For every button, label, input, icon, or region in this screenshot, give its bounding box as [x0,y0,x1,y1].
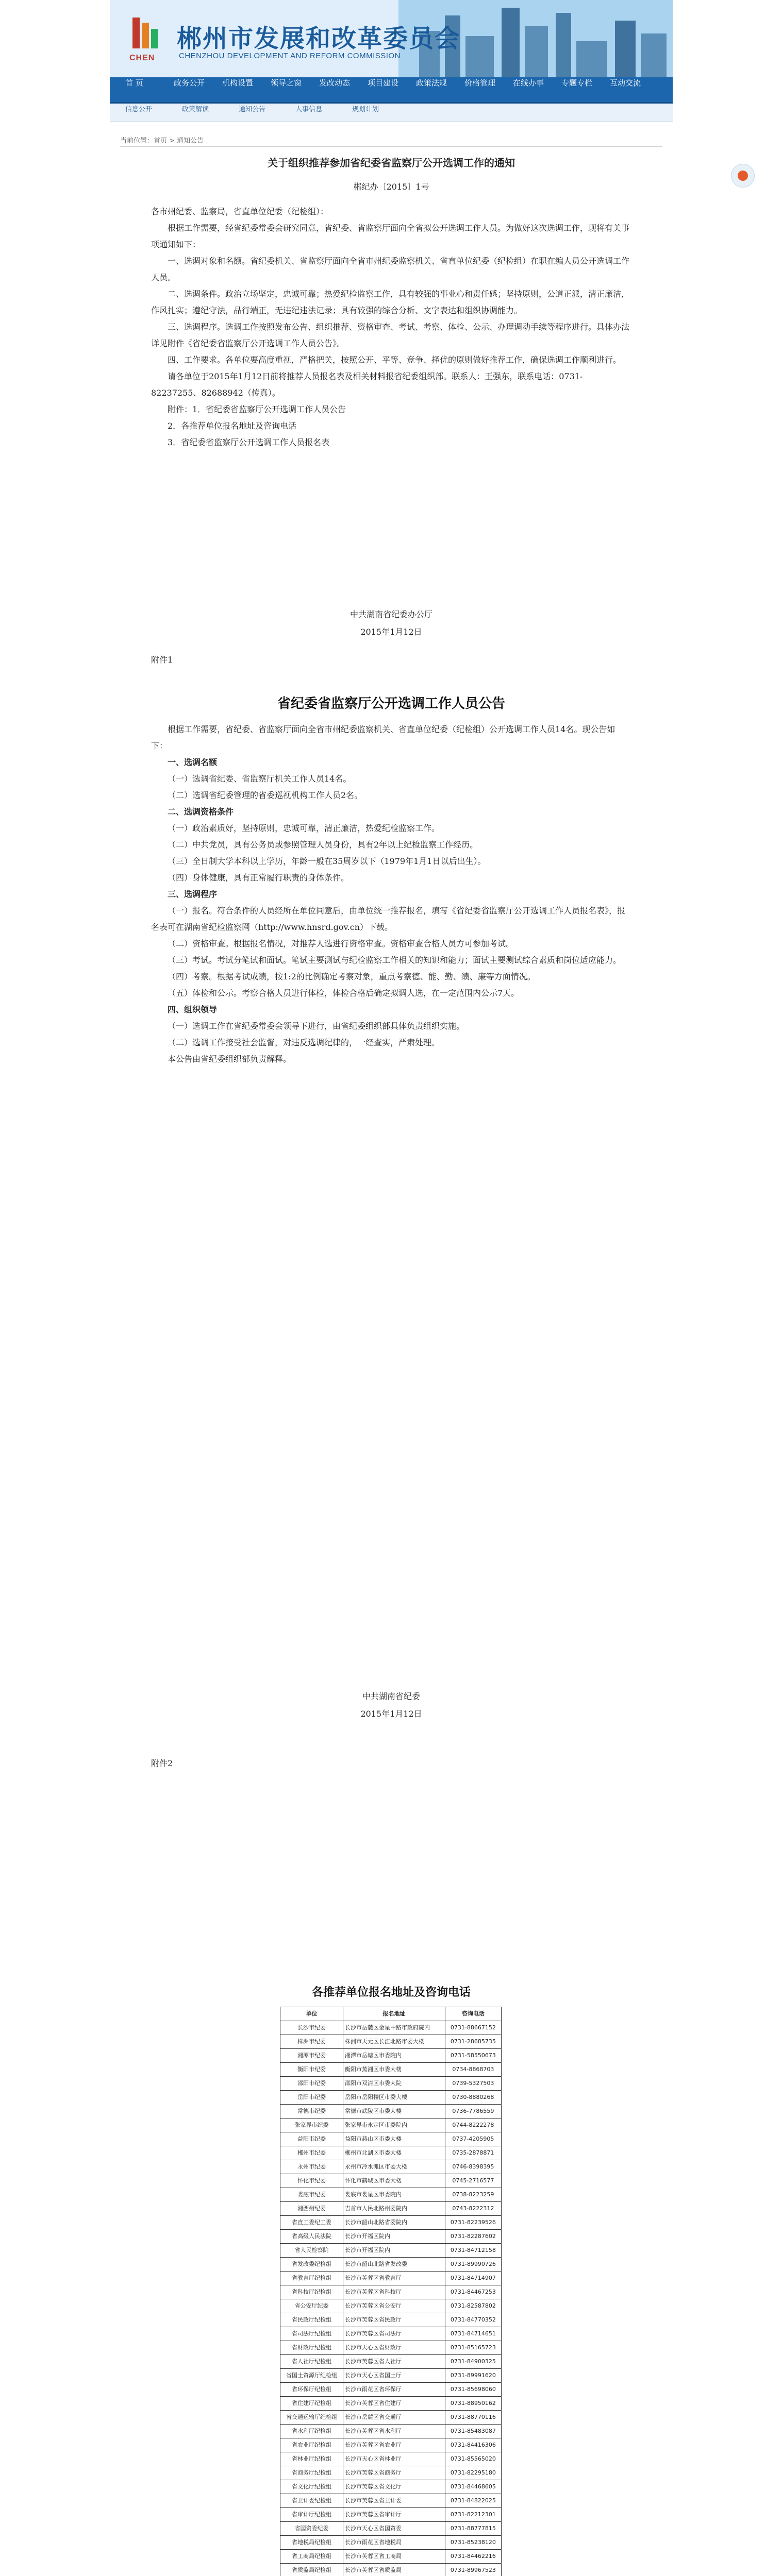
site-logo-icon [129,15,160,52]
table-row [280,2355,502,2369]
table-row [280,2035,502,2049]
annex-1-date: 2015年1月12日 [360,1709,422,1719]
table-cell: 0744-8222278 [445,2119,501,2132]
section-heading: 三、选调程序 [168,889,218,899]
table-cell: 0731-88770116 [445,2411,501,2425]
table-row [280,2466,502,2480]
share-button[interactable] [731,164,755,188]
table-row [280,2132,502,2146]
table-cell: 长沙市开福区院内 [343,2244,445,2258]
table-cell: 长沙市芙蓉区省司法厅 [343,2327,445,2341]
table-row [280,2188,502,2202]
table-row [280,2146,502,2160]
table-cell: 常德市纪委 [280,2105,343,2119]
table-cell: 省文化厅纪检组 [280,2480,343,2494]
nav-item[interactable]: 项目建设 [368,78,399,88]
table-row [280,2160,502,2174]
table-cell: 怀化市鹤城区市委大楼 [343,2174,445,2188]
table-cell: 0731-58550673 [445,2049,501,2063]
table-cell: 0736-7786559 [445,2105,501,2119]
table-cell: 省人社厅纪检组 [280,2355,343,2369]
table-cell: 常德市武陵区市委大楼 [343,2105,445,2119]
table-cell: 省审计厅纪检组 [280,2508,343,2522]
table-cell: 0731-89990726 [445,2258,501,2272]
table-cell: 省国资委纪委 [280,2522,343,2536]
table-cell: 省水利厅纪检组 [280,2425,343,2438]
table-row [280,2258,502,2272]
table-cell: 邵阳市纪委 [280,2077,343,2091]
table-cell: 0731-84462216 [445,2550,501,2564]
table-header: 单位 [280,2007,343,2021]
section-line: （四）身体健康，具有正常履行职责的身体条件。 [168,873,350,883]
section-line: （二）选调省纪委管理的省委巡视机构工作人员2名。 [168,790,363,800]
table-cell: 长沙市岳麓区省交通厅 [343,2411,445,2425]
article-paragraph: 2．各推荐单位报名地址及咨询电话 [168,421,297,431]
table-cell: 省住建厅纪检组 [280,2397,343,2411]
table-cell: 0731-82295180 [445,2466,501,2480]
table-row [280,2299,502,2313]
section-heading: 一、选调名额 [168,757,218,767]
subnav-item[interactable]: 人事信息 [295,106,323,113]
table-row [280,2522,502,2536]
table-cell: 衡阳市纪委 [280,2063,343,2077]
table-cell: 省直工委纪工委 [280,2216,343,2230]
subnav-item[interactable]: 通知公告 [239,106,266,113]
table-cell: 长沙市芙蓉区省住建厅 [343,2397,445,2411]
table-cell: 长沙市雨花区省地税局 [343,2536,445,2550]
article-date: 2015年1月12日 [360,627,422,637]
table-cell: 长沙市芙蓉区省水利厅 [343,2425,445,2438]
section-line: （三）考试。考试分笔试和面试。笔试主要测试与纪检监察工作相关的知识和能力；面试主要测试综合素质和岗位适应能力。 [168,955,622,965]
table-cell: 省人民检察院 [280,2244,343,2258]
table-cell: 0731-84714651 [445,2327,501,2341]
table-row [280,2272,502,2285]
subnav-item[interactable]: 规划计划 [352,106,379,113]
annex-1-body [151,721,631,1067]
table-row [280,2383,502,2397]
nav-item[interactable]: 政务公开 [174,78,205,88]
section-heading: 二、选调资格条件 [168,807,234,817]
table-cell: 省高级人民法院 [280,2230,343,2244]
site-header [110,0,673,77]
table-row [280,2119,502,2132]
table-cell: 0745-2716577 [445,2174,501,2188]
table-cell: 0731-84467253 [445,2285,501,2299]
nav-item[interactable]: 发改动态 [319,78,351,88]
table-cell: 0731-89991620 [445,2369,501,2383]
table-cell: 0731-85483087 [445,2425,501,2438]
table-cell: 岳阳市岳阳楼区市委大楼 [343,2091,445,2105]
table-row [280,2244,502,2258]
section-line: （二）选调工作接受社会监督，对违反选调纪律的，一经查实，严肃处理。 [168,1038,440,1047]
table-cell: 长沙市开福区院内 [343,2230,445,2244]
annex-1-intro: 根据工作需要，省纪委、省监察厅面向全省市州纪委监察机关、省直单位纪委（纪检组）公开选调工作人员14名。现公告如下： [151,724,615,751]
nav-item[interactable]: 专题专栏 [561,78,593,88]
table-cell: 岳阳市纪委 [280,2091,343,2105]
table-cell: 湘西州纪委 [280,2202,343,2216]
table-cell: 省财政厅纪检组 [280,2341,343,2355]
table-cell: 0731-84416306 [445,2438,501,2452]
table-row [280,2550,502,2564]
table-cell: 0746-8398395 [445,2160,501,2174]
table-cell: 省司法厅纪检组 [280,2327,343,2341]
table-cell: 长沙市芙蓉区省商务厅 [343,2466,445,2480]
table-cell: 省科技厅纪检组 [280,2285,343,2299]
annex-1-closing: 本公告由省纪委组织部负责解释。 [168,1054,292,1064]
table-row [280,2369,502,2383]
annex-1-signature: 中共湖南省纪委 [362,1691,420,1701]
table-cell: 0731-85565020 [445,2452,501,2466]
table-cell: 长沙市芙蓉区省卫计委 [343,2494,445,2508]
table-row [280,2174,502,2188]
table-cell: 长沙市韶山北路省委院内 [343,2216,445,2230]
table-cell: 省公安厅纪委 [280,2299,343,2313]
nav-item[interactable]: 首 页 [125,78,143,88]
table-row [280,2480,502,2494]
table-cell: 省地税局纪检组 [280,2536,343,2550]
table-row [280,2021,502,2035]
table-cell: 0731-82287602 [445,2230,501,2244]
table-cell: 0739-5327503 [445,2077,501,2091]
table-cell: 娄底市纪委 [280,2188,343,2202]
table-cell: 省发改委纪检组 [280,2258,343,2272]
table-cell: 郴州市纪委 [280,2146,343,2160]
table-cell: 0731-88777815 [445,2522,501,2536]
table-row [280,2425,502,2438]
section-line: （三）全日制大学本科以上学历，年龄一般在35周岁以下（1979年1月1日以后出生）。 [168,856,486,866]
article-paragraph: 3．省纪委省监察厅公开选调工作人员报名表 [168,437,330,447]
section-line: （一）政治素质好，坚持原则，忠诚可靠，清正廉洁，热爱纪检监察工作。 [168,823,440,833]
table-row [280,2285,502,2299]
table-cell: 张家界市永定区市委院内 [343,2119,445,2132]
table-cell: 0731-89967523 [445,2564,501,2576]
page [110,0,673,2576]
article-paragraph: 根据工作需要，经省纪委常委会研究同意，省纪委、省监察厅面向全省拟公开选调工作人员。为做好这次选调工作，现将有关事项通知如下： [151,223,630,249]
table-cell: 0731-84714907 [445,2272,501,2285]
section-line: （五）体检和公示。考察合格人员进行体检，体检合格后确定拟调人选，在一定范围内公示7天。 [168,988,520,998]
main-nav [110,77,673,104]
table-cell: 0731-85165723 [445,2341,501,2355]
table-cell: 衡阳市蒸湘区市委大楼 [343,2063,445,2077]
section-line: （四）考察。根据考试成绩，按1:2的比例确定考察对象，重点考察德、能、勤、绩、廉等方面情况。 [168,972,536,981]
table-cell: 长沙市纪委 [280,2021,343,2035]
article-paragraph: 一、选调对象和名额。省纪委机关、省监察厅面向全省市州纪委监察机关、省直单位纪委（纪检组）在职在编人员公开选调工作人员。 [151,256,630,282]
table-row [280,2202,502,2216]
nav-item[interactable]: 领导之窗 [271,78,302,88]
article-paragraph: 附件：1．省纪委省监察厅公开选调工作人员公告 [168,404,346,414]
table-cell: 0731-84900325 [445,2355,501,2369]
table-cell: 湘潭市纪委 [280,2049,343,2063]
table-row [280,2049,502,2063]
table-header: 咨询电话 [445,2007,501,2021]
section-line: （一）选调省纪委、省监察厅机关工作人员14名。 [168,774,352,784]
table-cell: 吉首市人民北路州委院内 [343,2202,445,2216]
contact-table [280,2007,502,2576]
table-row [280,2536,502,2550]
subnav-item[interactable]: 信息公开 [125,106,153,113]
table-cell: 省商务厅纪检组 [280,2466,343,2480]
table-cell: 0743-8222312 [445,2202,501,2216]
nav-item[interactable]: 价格管理 [464,78,496,88]
table-cell: 长沙市芙蓉区省农业厅 [343,2438,445,2452]
table-cell: 0731-84468605 [445,2480,501,2494]
table-cell: 0731-84770352 [445,2313,501,2327]
table-cell: 省林业厅纪检组 [280,2452,343,2466]
table-cell: 省国土资源厅纪检组 [280,2369,343,2383]
table-cell: 0737-4205905 [445,2132,501,2146]
table-cell: 株洲市天元区长江北路市委大楼 [343,2035,445,2049]
article-signature: 中共湖南省纪委办公厅 [350,609,432,619]
table-cell: 省工商局纪检组 [280,2550,343,2564]
table-cell: 长沙市芙蓉区省质监局 [343,2564,445,2576]
table-row [280,2508,502,2522]
annex-1-label: 附件1 [151,655,173,665]
table-row [280,2091,502,2105]
annex-2-label: 附件2 [151,1758,173,1768]
table-cell: 0731-84822025 [445,2494,501,2508]
section-line: （一）选调工作在省纪委常委会领导下进行，由省纪委组织部具体负责组织实施。 [168,1021,465,1031]
table-cell: 0735-2878871 [445,2146,501,2160]
table-cell: 怀化市纪委 [280,2174,343,2188]
article-body [151,204,631,451]
section-heading: 四、组织领导 [168,1005,218,1014]
sub-nav [110,104,673,122]
table-cell: 长沙市芙蓉区省审计厅 [343,2508,445,2522]
section-line: （一）报名。符合条件的人员经所在单位同意后，由单位统一推荐报名，填写《省纪委省监察厅公开选调工作人员报名表》，报名表可在湖南省纪检监察网（http://www.hnsrd.gov.cn）下载。 [151,906,626,932]
table-cell: 长沙市芙蓉区省科技厅 [343,2285,445,2299]
table-cell: 长沙市芙蓉区省文化厅 [343,2480,445,2494]
table-cell: 邵阳市双清区市委大院 [343,2077,445,2091]
divider [120,146,662,147]
table-row [280,2313,502,2327]
table-header: 报名地址 [343,2007,445,2021]
table-cell: 0738-8223259 [445,2188,501,2202]
logo-text: CHEN [129,54,155,62]
table-cell: 0731-82239526 [445,2216,501,2230]
nav-item[interactable]: 互动交流 [610,78,641,88]
table-cell: 0731-85238120 [445,2536,501,2550]
table-row [280,2564,502,2576]
table-cell: 0731-28685735 [445,2035,501,2049]
nav-item[interactable]: 在线办事 [513,78,544,88]
article-paragraph: 四、工作要求。各单位要高度重视，严格把关，按照公开、平等、竞争、择优的原则做好推荐工作，确保选调工作顺利进行。 [168,355,622,365]
table-cell: 湘潭市岳塘区市委院内 [343,2049,445,2063]
table-cell: 长沙市天心区省国土厅 [343,2369,445,2383]
annex-2-title: 各推荐单位报名地址及咨询电话 [311,1986,471,1999]
table-row [280,2105,502,2119]
table-row [280,2397,502,2411]
table-cell: 0734-8868703 [445,2063,501,2077]
table-cell: 省质监局纪检组 [280,2564,343,2576]
table-row [280,2063,502,2077]
table-cell: 省环保厅纪检组 [280,2383,343,2397]
table-cell: 0730-8880268 [445,2091,501,2105]
table-row [280,2230,502,2244]
section-line: （二）资格审查。根据报名情况，对推荐人选进行资格审查。资格审查合格人员方可参加考试。 [168,939,514,948]
table-cell: 0731-85698060 [445,2383,501,2397]
table-row [280,2452,502,2466]
table-cell: 益阳市赫山区市委大楼 [343,2132,445,2146]
table-cell: 省民政厅纪检组 [280,2313,343,2327]
site-title: 郴州市发展和改革委员会 [177,24,461,53]
table-cell: 省交通运输厅纪检组 [280,2411,343,2425]
document-number: 郴纪办〔2015〕1号 [353,182,429,192]
table-cell: 长沙市芙蓉区省教育厅 [343,2272,445,2285]
nav-item[interactable]: 机构设置 [222,78,254,88]
section-line: （二）中共党员，具有公务员或参照管理人员身份，具有2年以上纪检监察工作经历。 [168,840,478,850]
table-cell: 省卫计委纪检组 [280,2494,343,2508]
table-row [280,2341,502,2355]
table-cell: 长沙市雨花区省环保厅 [343,2383,445,2397]
annex-1-title: 省纪委省监察厅公开选调工作人员公告 [277,696,505,711]
article-paragraph: 三、选调程序。选调工作按照发布公告、组织推荐、资格审查、考试、考察、体检、公示、办理调动手续等程序进行。具体办法详见附件《省纪委省监察厅公开选调工作人员公告》。 [151,322,630,348]
table-cell: 0731-88950162 [445,2397,501,2411]
table-cell: 长沙市芙蓉区省民政厅 [343,2313,445,2327]
table-cell: 永州市纪委 [280,2160,343,2174]
breadcrumb[interactable]: 当前位置：首页 > 通知公告 [120,137,204,145]
table-cell: 0731-88667152 [445,2021,501,2035]
table-cell: 省教育厅纪检组 [280,2272,343,2285]
table-cell: 长沙市天心区省林业厅 [343,2452,445,2466]
table-cell: 长沙市岳麓区金星中路市政府院内 [343,2021,445,2035]
table-row [280,2494,502,2508]
table-row [280,2327,502,2341]
table-cell: 0731-82587802 [445,2299,501,2313]
article-title: 关于组织推荐参加省纪委省监察厅公开选调工作的通知 [268,157,515,169]
table-cell: 省农业厅纪检组 [280,2438,343,2452]
table-row [280,2411,502,2425]
table-cell: 娄底市娄星区市委院内 [343,2188,445,2202]
table-cell: 郴州市北湖区市委大楼 [343,2146,445,2160]
table-cell: 长沙市芙蓉区省人社厅 [343,2355,445,2369]
table-cell: 益阳市纪委 [280,2132,343,2146]
table-row [280,2077,502,2091]
table-row [280,2438,502,2452]
subnav-item[interactable]: 政策解读 [182,106,209,113]
share-icon [738,171,748,181]
site-subtitle: CHENZHOU DEVELOPMENT AND REFORM COMMISSION [179,52,401,60]
table-cell: 长沙市芙蓉区省公安厅 [343,2299,445,2313]
table-cell: 0731-84712158 [445,2244,501,2258]
table-cell: 长沙市韶山北路省发改委 [343,2258,445,2272]
table-cell: 株洲市纪委 [280,2035,343,2049]
table-cell: 永州市冷水滩区市委大楼 [343,2160,445,2174]
table-cell: 长沙市天心区省财政厅 [343,2341,445,2355]
article-paragraph: 二、选调条件。政治立场坚定，忠诚可靠；热爱纪检监察工作，具有较强的事业心和责任感；坚持原则，公道正派，清正廉洁，作风扎实；遵纪守法，品行端正，无违纪违法记录；具有较强的综合分析、文字表达和组织协调能力。 [151,289,630,315]
salutation: 各市州纪委、监察局，省直单位纪委（纪检组）： [151,207,329,216]
nav-item[interactable]: 政策法规 [416,78,447,88]
table-cell: 0731-82212301 [445,2508,501,2522]
table-cell: 张家界市纪委 [280,2119,343,2132]
table-row [280,2216,502,2230]
table-cell: 长沙市天心区省国资委 [343,2522,445,2536]
table-cell: 长沙市芙蓉区省工商局 [343,2550,445,2564]
article-paragraph: 请各单位于2015年1月12日前将推荐人员报名表及相关材料报省纪委组织部。联系人：王强东，联系电话：0731-82237255、82688942（传真）。 [151,371,583,398]
